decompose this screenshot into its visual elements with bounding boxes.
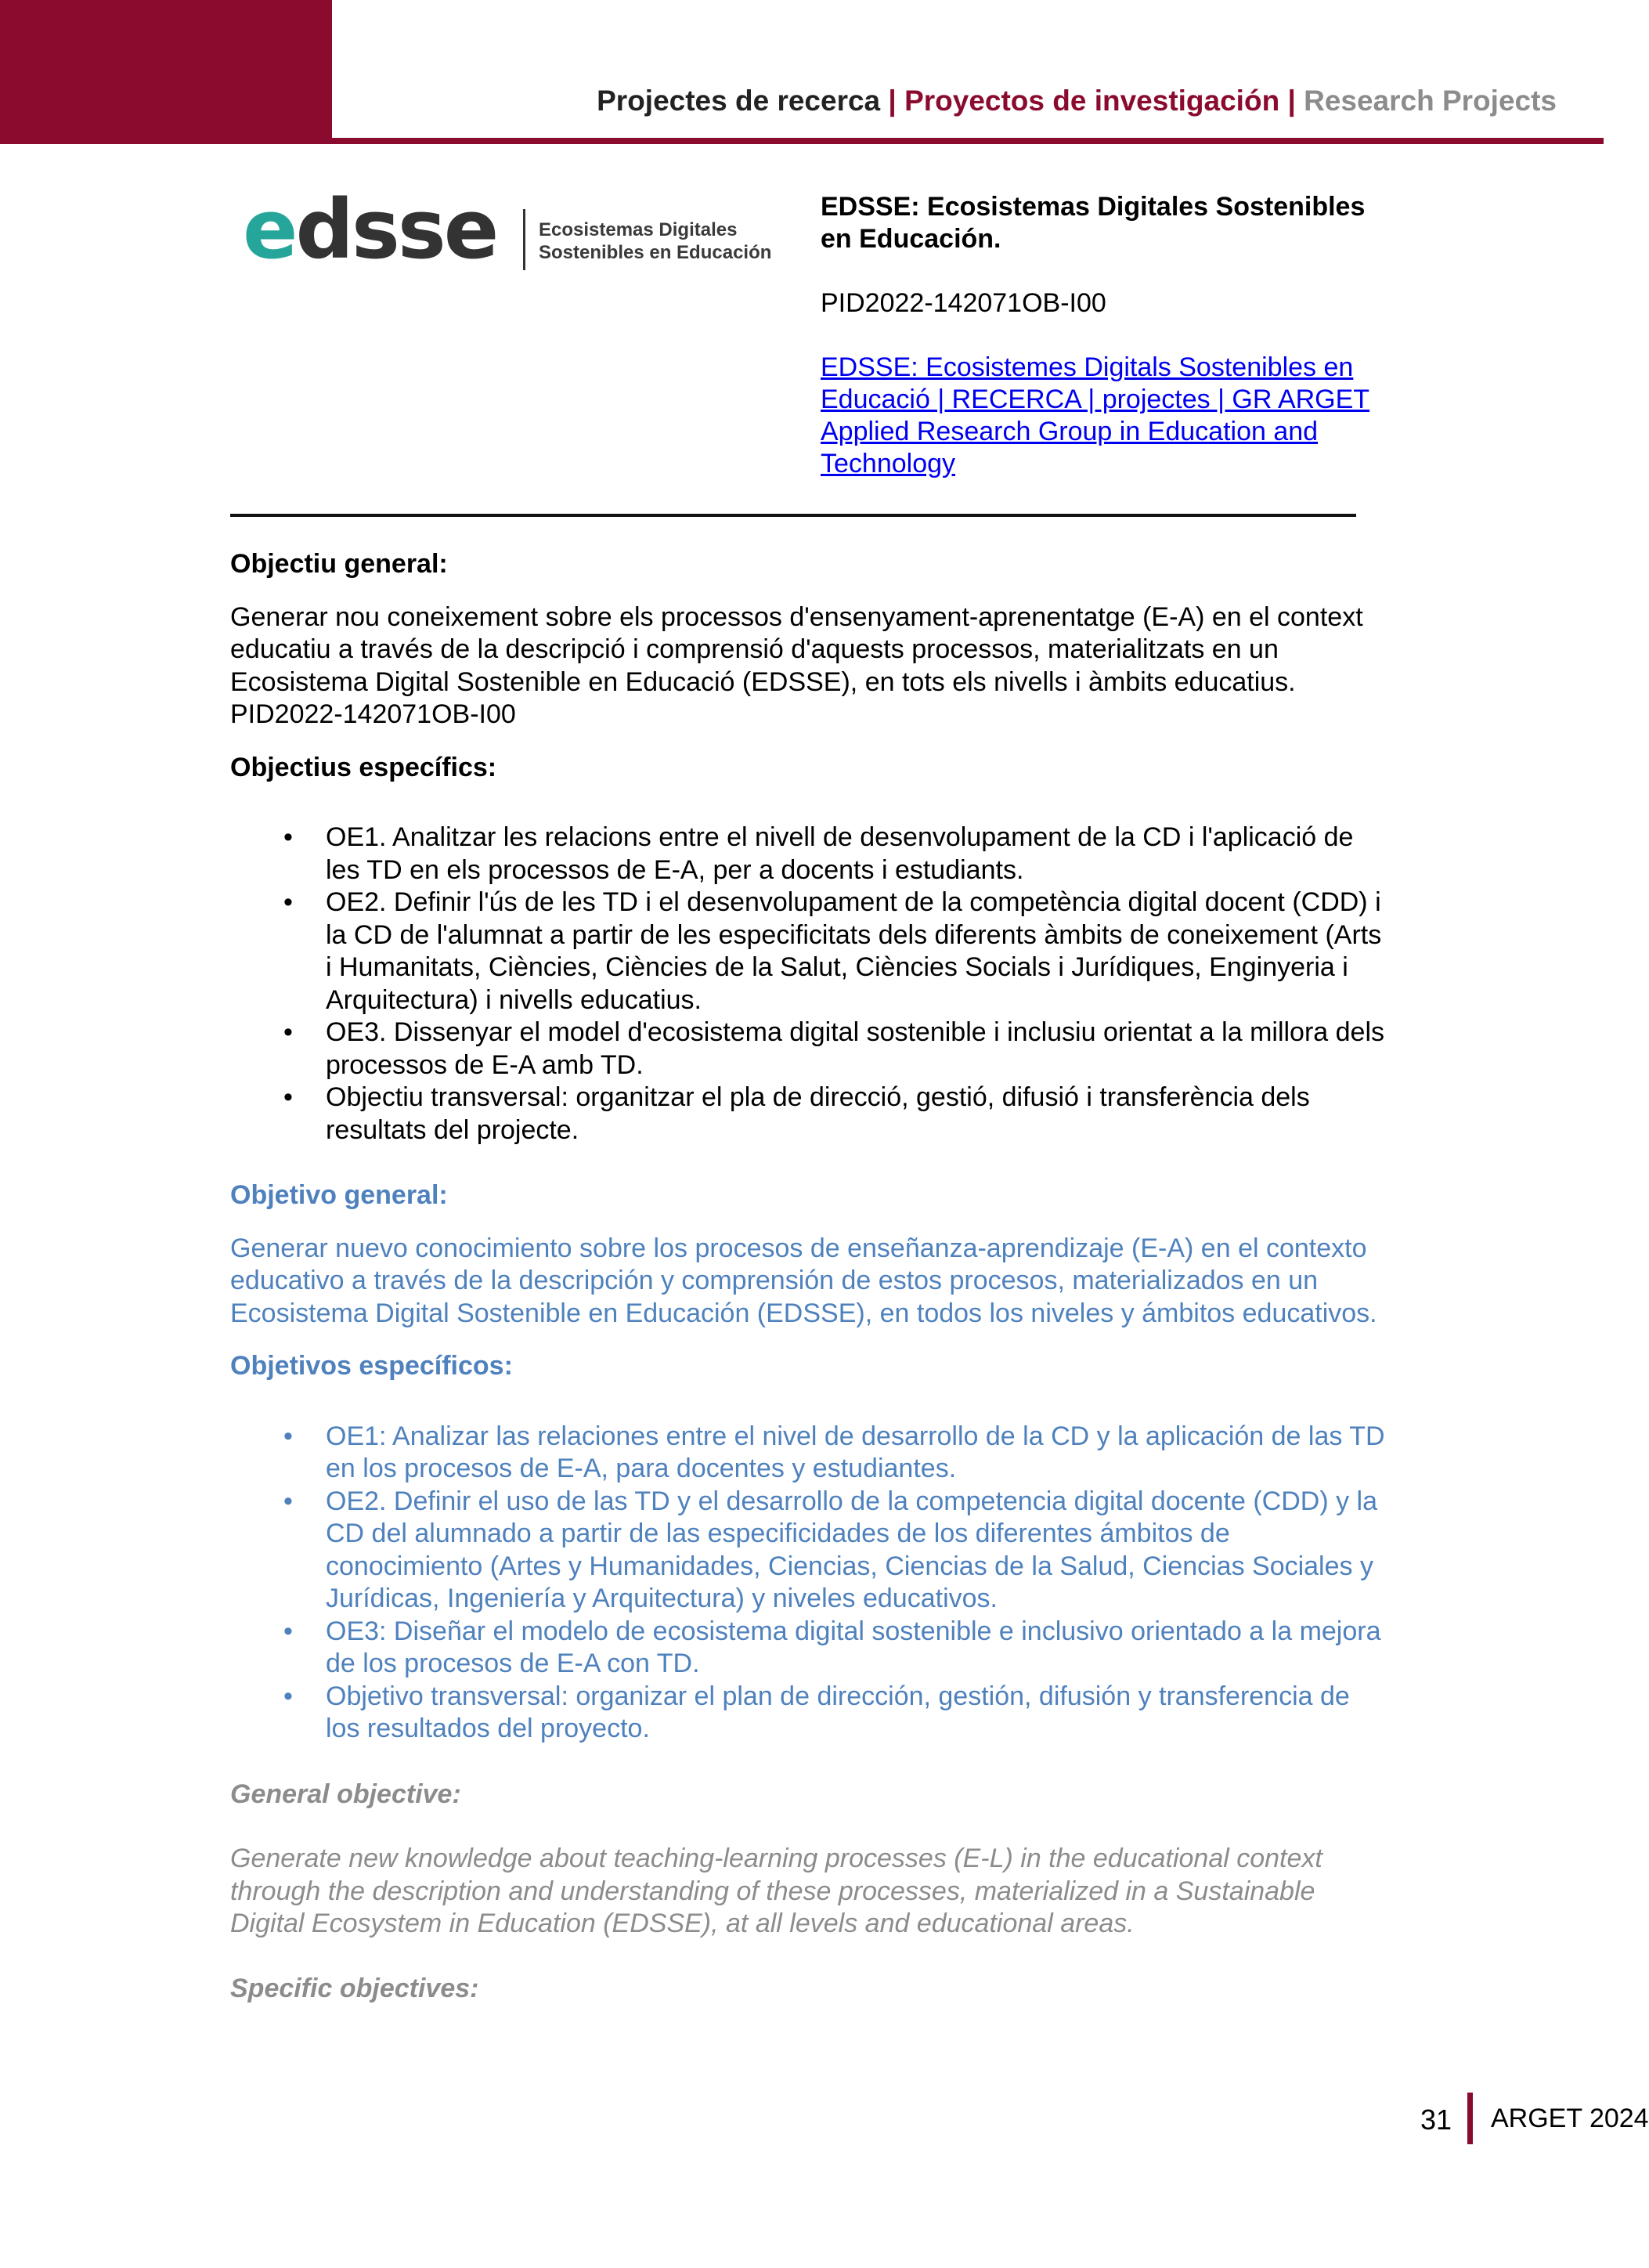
list-item-text: OE1: Analizar las relaciones entre el nivel de desarrollo de la CD y la aplicación de las TD en los procesos de E-A, para docentes y estudiantes.: [326, 1421, 1385, 1483]
project-info: [821, 191, 1384, 480]
spanish-general-text: Generar nuevo conocimiento sobre los procesos de enseñanza-aprendizaje (E-A) en el contexto educativo a través de la descripción y comprensión de estos procesos, materializados en un Ecosistema Digital Sostenible en Educación (EDSSE), en todos los niveles y ámbitos educativos.: [230, 1233, 1377, 1328]
list-item: [230, 1082, 1389, 1147]
logo-wordmark-rest: dsse: [295, 182, 497, 277]
list-item: [230, 822, 1389, 887]
bullet-icon: •: [283, 822, 293, 852]
objectives-content: [230, 548, 1389, 2005]
logo-wordmark-first: e: [243, 182, 296, 277]
spanish-objectives-list: [230, 1421, 1389, 1746]
list-item-text: OE1. Analitzar les relacions entre el nivell de desenvolupament de la CD i l'aplicació de les TD en els processos de E-A, per a docents i estudiants.: [326, 822, 1354, 885]
english-general-heading: General objective:: [230, 1779, 461, 1809]
footer-bar: [1467, 2093, 1473, 2144]
project-code: PID2022-142071OB-I00: [821, 288, 1106, 318]
list-item-text: OE3: Diseñar el modelo de ecosistema digital sostenible e inclusivo orientado a la mejora de los procesos de E-A con TD.: [326, 1616, 1381, 1678]
list-item: [230, 1421, 1389, 1486]
english-specific-heading: Specific objectives:: [230, 1973, 479, 2003]
list-item-text: OE2. Definir el uso de las TD y el desarrollo de la competencia digital docente (CDD) y la CD del alumnado a partir de las especificidades de los diferentes ámbitos de conocimiento (Artes y Humanidades, Ciencias, Ciencias de la Salud, Ciencias Sociales y Jurídicas, Ingeniería y Arquitectura) y niveles educativos.: [326, 1486, 1377, 1613]
bullet-icon: •: [283, 1082, 293, 1112]
logo-divider: [523, 209, 525, 270]
list-item: [230, 1486, 1389, 1616]
bullet-icon: •: [283, 1017, 293, 1047]
logo-subtitle-line2: Sostenibles en Educación: [539, 242, 772, 263]
spanish-general-heading: Objetivo general:: [230, 1180, 448, 1210]
list-item: [230, 1681, 1389, 1746]
header-title-english: Research Projects: [1304, 85, 1557, 117]
list-item-text: OE3. Dissenyar el model d'ecosistema digital sostenible i inclusiu orientat a la millora dels processos de E-A amb TD.: [326, 1017, 1385, 1080]
header-title-catalan: Projectes de recerca: [597, 85, 881, 117]
list-item: [230, 1017, 1389, 1082]
list-item: [230, 887, 1389, 1017]
project-link[interactable]: EDSSE: Ecosistemes Digitals Sostenibles en Educació | RECERCA | projectes | GR ARGET Applied Research Group in Education and Technology: [821, 352, 1370, 479]
english-general-text: Generate new knowledge about teaching-learning processes (E-L) in the educational context through the description and understanding of these processes, materialized in a Sustainable Digital Ecosystem in Education (EDSSE), at all levels and educational areas.: [230, 1844, 1322, 1938]
logo-wordmark: [243, 182, 497, 277]
list-item-text: Objetivo transversal: organizar el plan de dirección, gestión, difusión y transferencia de los resultados del proyecto.: [326, 1681, 1350, 1743]
catalan-specific-heading: Objectius específics:: [230, 752, 497, 782]
header-separator: |: [1287, 85, 1296, 117]
catalan-objectives-list: [230, 822, 1389, 1147]
list-item-text: Objectiu transversal: organitzar el pla de direcció, gestió, difusió i transferència dels resultats del projecte.: [326, 1082, 1310, 1145]
project-title: EDSSE: Ecosistemas Digitales Sostenibles en Educación.: [821, 192, 1366, 254]
logo-subtitle: [539, 218, 771, 264]
logo-subtitle-line1: Ecosistemas Digitales: [539, 219, 738, 240]
catalan-general-heading: Objectiu general:: [230, 549, 448, 579]
list-item: [230, 1616, 1389, 1681]
page-header-title: [597, 85, 1557, 117]
header-title-spanish: Proyectos de investigación: [904, 85, 1280, 117]
bullet-icon: •: [283, 1421, 293, 1451]
header-separator: |: [888, 85, 897, 117]
footer-org: ARGET 2024: [1491, 2104, 1649, 2133]
header-rule: [332, 138, 1604, 144]
list-item-text: OE2. Definir l'ús de les TD i el desenvolupament de la competència digital docent (CDD) i la CD de l'alumnat a partir de les especificitats dels diferents àmbits de coneixement (Arts i Humanitats, Ciències, Ciències de la Salut, Ciències Socials i Jurídiques, Enginyeria i Arquitectura) i nivells educatius.: [326, 887, 1382, 1015]
page-number: 31: [1420, 2104, 1452, 2136]
bullet-icon: •: [283, 1681, 293, 1711]
edsse-logo: [243, 182, 791, 278]
bullet-icon: •: [283, 1486, 293, 1516]
page-footer: [1331, 2093, 1649, 2147]
header-color-block: [0, 0, 332, 144]
bullet-icon: •: [283, 887, 293, 917]
bullet-icon: •: [283, 1616, 293, 1646]
section-divider: [230, 514, 1356, 517]
spanish-specific-heading: Objetivos específicos:: [230, 1351, 513, 1381]
catalan-general-text: Generar nou coneixement sobre els processos d'ensenyament-aprenentatge (E-A) en el context educatiu a través de la descripció i comprensió d'aquests processos, materialitzats en un Ecosistema Digital Sostenible en Educació (EDSSE), en tots els nivells i àmbits educatius. PID2022-142071OB-I00: [230, 601, 1363, 729]
